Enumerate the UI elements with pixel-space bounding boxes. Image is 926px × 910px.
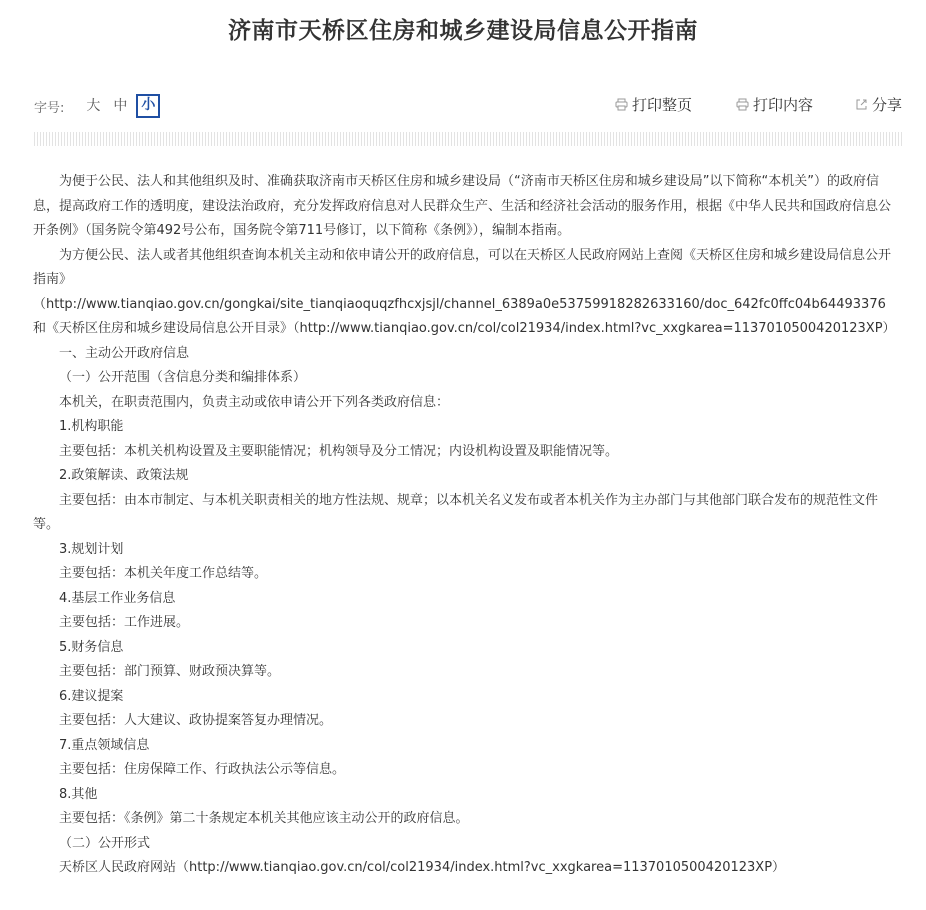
list-item-text: 主要包括：住房保障工作、行政执法公示等信息。: [59, 762, 346, 777]
share-icon: [855, 98, 868, 111]
article-body: [33, 170, 903, 881]
page-title: 济南市天桥区住房和城乡建设局信息公开指南: [228, 18, 698, 44]
subsection-heading: （一）公开范围（含信息分类和编排体系）: [59, 370, 307, 385]
list-item-heading: 1.机构职能: [59, 419, 124, 434]
subsection-heading: （二）公开形式: [59, 835, 151, 851]
printer-icon: [615, 98, 628, 111]
font-size-selector: [34, 92, 165, 120]
paragraph: 天桥区人民政府网站（http://www.tianqiao.gov.cn/col/col21934/index.html?vc_xxgkarea=1137010500420123XP）: [59, 860, 786, 875]
paragraph: 本机关，在职责范围内，负责主动或依申请公开下列各类政府信息：: [59, 394, 450, 410]
print-page-button[interactable]: [615, 94, 692, 115]
font-size-small-button[interactable]: 小: [136, 94, 160, 118]
list-item-text: 主要包括：本机关年度工作总结等。: [59, 566, 268, 581]
page-actions: [615, 92, 902, 116]
list-item-heading: 6.建议提案: [59, 688, 124, 704]
print-page-label: 打印整页: [631, 95, 692, 114]
list-item-heading: 3.规划计划: [59, 541, 124, 557]
section-heading: 一、主动公开政府信息: [59, 345, 190, 361]
link-text[interactable]: （http://www.tianqiao.gov.cn/gongkai/site_tianqiaoquqzfhcxjsjl/channel_6389a0e53759918282633160/doc_642fc0ffc04b64493376: [33, 296, 886, 312]
print-content-label: 打印内容: [752, 95, 813, 114]
paragraph: 和《天桥区住房和城乡建设局信息公开目录》（http://www.tianqiao.gov.cn/col/col21934/index.html?vc_xxgkarea=1137010500420123XP）: [33, 321, 896, 336]
divider: [34, 132, 902, 146]
list-item-heading: 5.财务信息: [59, 639, 124, 655]
list-item-heading: 4.基层工作业务信息: [59, 590, 176, 606]
list-item-heading: 2.政策解读、政策法规: [59, 468, 189, 483]
paragraph: 为便于公民、法人和其他组织及时、准确获取济南市天桥区住房和城乡建设局（“济南市天桥区住房和城乡建设局”以下简称“本机关”）的政府信息，提高政府工作的透明度，建设法治政府，充分发挥政府信息对人民群众生产、生活和经济社会活动的服务作用，根据《中华人民共和国政府信息公开条例》（国务院令第492号公布，国务院令第711号修订，以下简称《条例》），编制本指南。: [33, 174, 892, 238]
share-label: 分享: [871, 95, 902, 114]
list-item-text: 主要包括：工作进展。: [59, 615, 190, 630]
font-size-label: 字号:: [34, 100, 65, 116]
list-item-text: 主要包括：部门预算、财政预决算等。: [59, 664, 281, 679]
paragraph: 为方便公民、法人或者其他组织查询本机关主动和依申请公开的政府信息，可以在天桥区人民政府网站上查阅《天桥区住房和城乡建设局信息公开指南》: [33, 247, 892, 287]
printer-icon: [736, 98, 749, 111]
list-item-text: 主要包括：《条例》第二十条规定本机关其他应该主动公开的政府信息。: [59, 811, 469, 826]
toolbar: [34, 92, 902, 120]
font-size-medium-button[interactable]: 中: [113, 98, 128, 114]
list-item-text: 主要包括：由本市制定、与本机关职责相关的地方性法规、规章；以本机关名义发布或者本机关作为主办部门与其他部门联合发布的规范性文件等。: [33, 492, 879, 532]
list-item-text: 主要包括：本机关机构设置及主要职能情况；机构领导及分工情况；内设机构设置及职能情况等。: [59, 443, 619, 459]
list-item-text: 主要包括：人大建议、政协提案答复办理情况。: [59, 713, 333, 728]
font-size-large-button[interactable]: 大: [86, 98, 101, 114]
share-button[interactable]: [855, 94, 902, 115]
print-content-button[interactable]: [736, 94, 813, 115]
list-item-heading: 7.重点领域信息: [59, 737, 150, 753]
list-item-heading: 8.其他: [59, 786, 98, 802]
